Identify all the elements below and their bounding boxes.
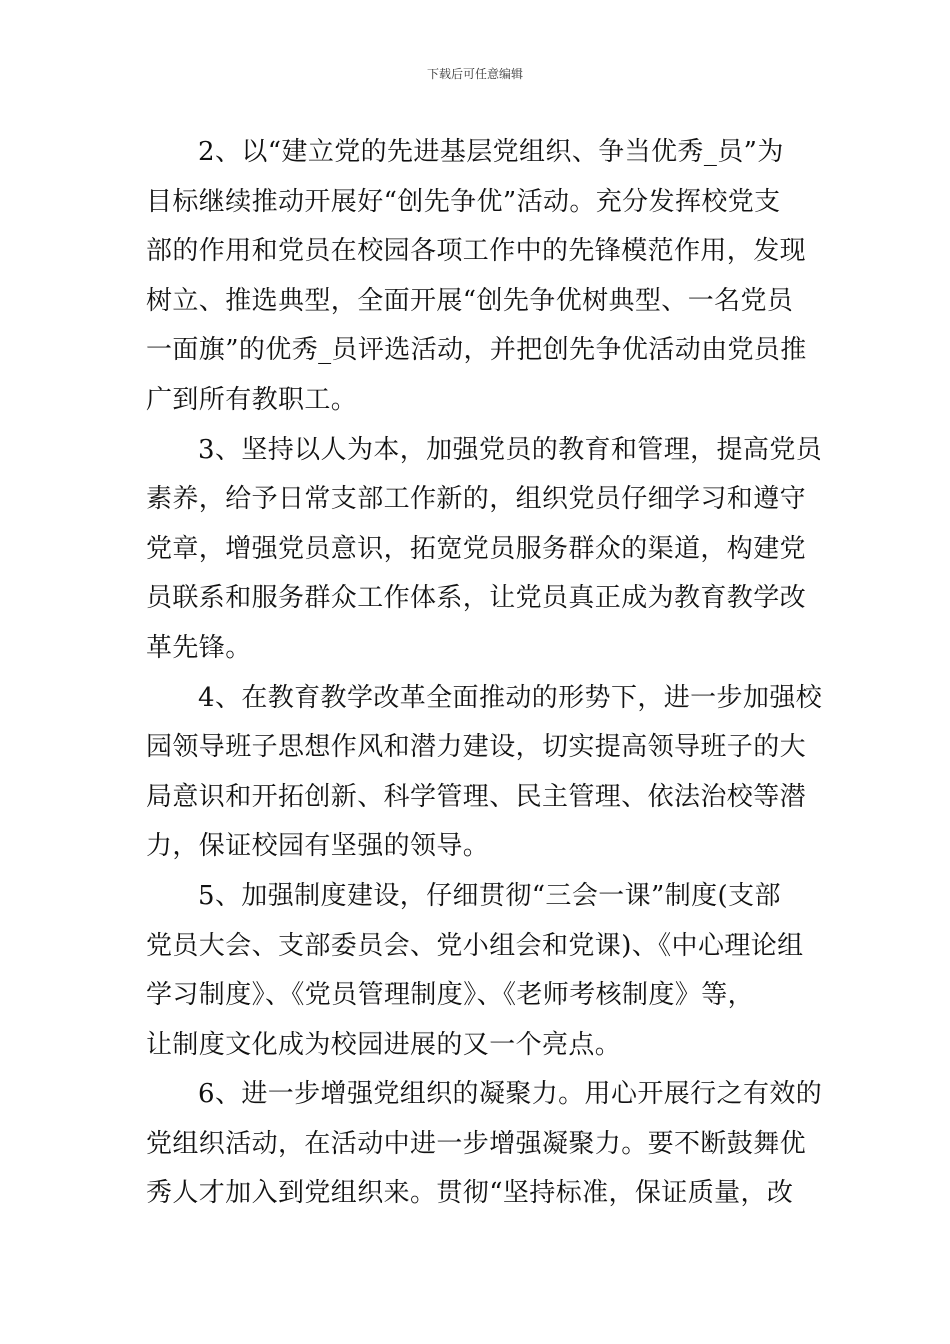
paragraph-line: 6、进一步增强党组织的凝聚力。用心开展行之有效的 [198,1079,823,1110]
paragraph-line: 局意识和开拓创新、科学管理、民主管理、依法治校等潜 [146,781,807,812]
paragraph-line: 素养，给予日常支部工作新的，组织党员仔细学习和遵守 [146,484,807,515]
paragraph-line: 树立、推选典型，全面开展“创先争优树典型、一名党员 [146,285,794,316]
paragraph-4 [146,674,823,872]
paragraph-line: 园领导班子思想作风和潜力建设，切实提高领导班子的大 [146,732,807,763]
paragraph-line: 2、以“建立党的先进基层党组织、争当优秀_员”为 [198,137,784,167]
paragraph-6 [146,1070,823,1219]
paragraph-line: 学习制度》、《党员管理制度》、《老师考核制度》等， [146,980,755,1011]
page-header: 下载后可任意编辑 [426,67,523,81]
paragraph-line: 目标继续推动开展好“创先争优”活动。充分发挥校党支 [146,186,781,217]
paragraph-3 [146,426,823,674]
paragraph-line: 一面旗”的优秀_员评选活动，并把创先争优活动由党员推 [146,335,807,366]
paragraph-5 [146,872,806,1070]
paragraph-line: 5、加强制度建设，仔细贯彻“三会一课”制度(支部 [198,880,781,911]
paragraph-line: 党章，增强党员意识，拓宽党员服务群众的渠道，构建党 [146,533,807,564]
paragraph-line: 力，保证校园有坚强的领导。 [146,831,490,862]
paragraph-2 [146,128,806,426]
paragraph-line: 4、在教育教学改革全面推动的形势下，进一步加强校 [198,682,823,713]
paragraph-line: 革先锋。 [146,632,252,663]
paragraph-line: 秀人才加入到党组织来。贯彻“坚持标准，保证质量，改 [146,1178,794,1209]
paragraph-line: 让制度文化成为校园进展的又一个亮点。 [146,1029,622,1060]
paragraph-line: 党员大会、支部委员会、党小组会和党课)、《中心理论组 [146,930,804,961]
paragraph-line: 党组织活动，在活动中进一步增强凝聚力。要不断鼓舞优 [146,1128,807,1159]
document-body [146,128,823,1219]
paragraph-line: 员联系和服务群众工作体系，让党员真正成为教育教学改 [146,583,807,614]
paragraph-line: 广到所有教职工。 [146,384,358,415]
paragraph-line: 部的作用和党员在校园各项工作中的先锋模范作用，发现 [146,236,807,267]
paragraph-line: 3、坚持以人为本，加强党员的教育和管理，提高党员 [198,434,823,465]
